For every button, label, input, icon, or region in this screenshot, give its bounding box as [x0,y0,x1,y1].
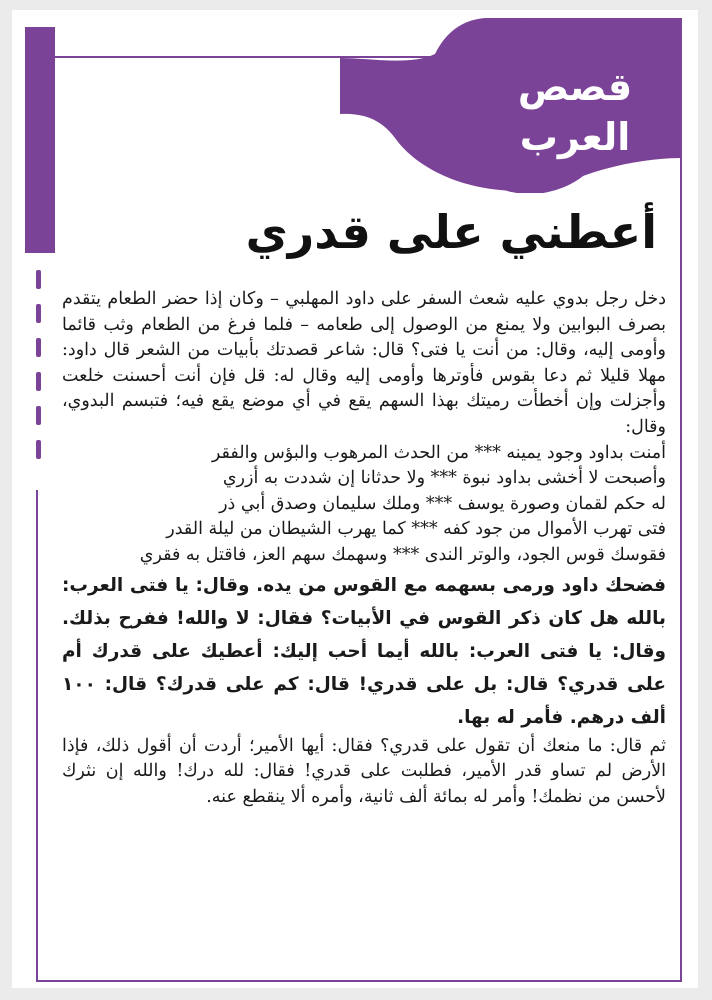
article-body [62,287,666,810]
dash-mark [36,338,41,357]
poem-verse: له حكم لقمان وصورة يوسف *** وملك سليمان وصدق أبي ذر [219,493,666,514]
poem-verse: أمنت بداود وجود يمينه *** من الحدث المرهوب والبؤس والفقر [211,442,666,463]
paragraph: دخل رجل بدوي عليه شعث السفر على داود المهلبي – وكان إذا حضر الطعام يتقدم بصرف البوابين ولا يمنع من الوصول إلى طعامه – فلما فرغ من الطعام وثب قائما وأومى إليه، وقال: من أنت يا فتى؟ قال: شاعر قصدتك بأبيات من الشعر قال داود: مهلا قليلا ثم دعا بقوس فأوترها وأومى إليه وقال له: قل فإن أنت أحسنت خلعت وأجزلت وإن أخطأت رميتك بهذا السهم يقع في أي موضع يقع فيه؛ فتبسم البدوي، وقال: [62,289,666,437]
poem-verse: فتى تهرب الأموال من جود كفه *** كما يهرب الشيطان من ليلة القدر [166,519,666,540]
dash-mark [36,372,41,391]
frame-line-left [36,490,38,982]
frame-line-bottom [36,980,682,982]
section-badge [490,62,660,162]
badge-line-1: قصص [517,65,633,109]
poem-verse: وأصبحت لا أخشى بداود نبوة *** ولا حدثانا إن شددت به أزري [222,468,666,489]
accent-bar [25,27,55,253]
article-title: أعطني على قدري [245,205,657,259]
frame-line-right [680,56,682,982]
dash-mark [36,406,41,425]
dash-mark [36,304,41,323]
paragraph: فضحك داود ورمى بسهمه مع القوس من يده. وقال: يا فتى العرب: بالله هل كان ذكر القوس في الأبيات؟ فقال: لا والله! ففرح بذلك. وقال: يا فتى العرب: بالله أيما أحب إليك: أعطيك على قدرك أم على قدري؟ قال: بل على قدري! قال: كم على قدرك؟ قال: ١٠٠ ألف درهم. فأمر له بها. [62,574,666,728]
dash-mark [36,270,41,289]
badge-line-2: العرب [519,115,631,159]
poem-verse: فقوسك قوس الجود، والوتر الندى *** وسهمك سهم العز، فاقتل به فقري [139,544,666,565]
dash-mark [36,440,41,459]
paragraph: ثم قال: ما منعك أن تقول على قدري؟ فقال: أيها الأمير؛ أردت أن أقول ذلك، فإذا الأرض لم تساو قدر الأمير، فطلبت على قدري! فقال: لله درك! والله إن نثرك لأحسن من نظمك! وأمر له بمائة ألف ثانية، وأمره ألا ينقطع عنه. [62,735,666,807]
